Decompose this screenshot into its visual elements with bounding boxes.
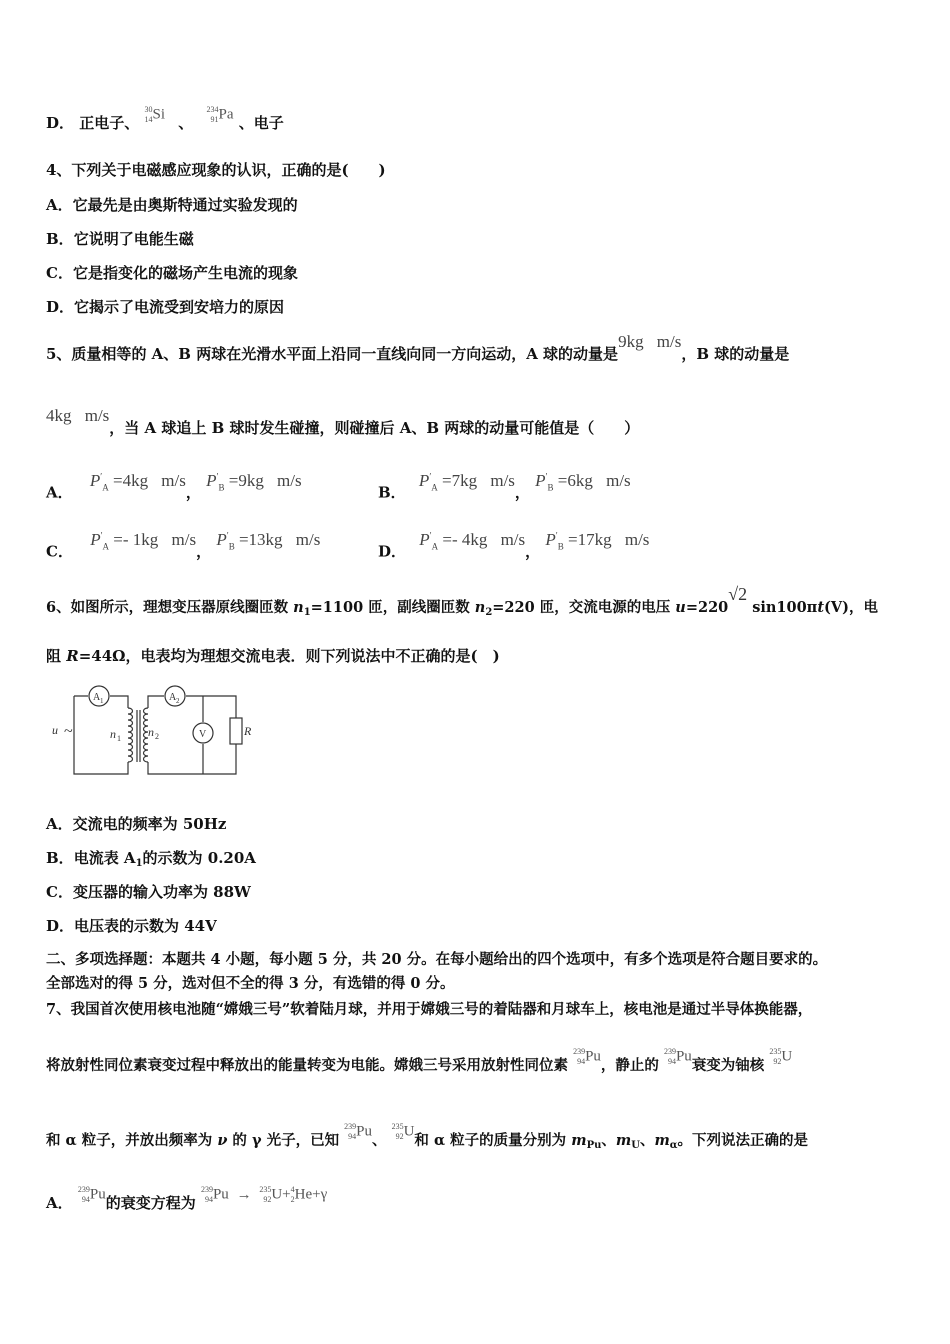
- q6-option-a[interactable]: A．交流电的频率为 50Hz: [46, 815, 227, 833]
- svg-text:1: 1: [117, 734, 121, 743]
- pa-value: 9kg⃞m/s: [618, 332, 682, 351]
- option-label: D．: [46, 114, 75, 132]
- source-u-label: u: [52, 723, 58, 737]
- isotope-u: 235 92 U: [769, 1046, 793, 1066]
- q4-stem: 4、下列关于电磁感应现象的认识，正确的是( ): [46, 161, 386, 179]
- primary-coil: [128, 708, 133, 762]
- transformer-circuit-diagram: [48, 682, 258, 782]
- decay-equation: 239 94 Pu → 235 92 U+ 4 2 He+γ: [200, 1184, 328, 1204]
- r-label: R: [244, 724, 252, 738]
- isotope-u: 235 92 U: [391, 1121, 415, 1141]
- q4-option-a[interactable]: A．它最先是由奥斯特通过实验发现的: [46, 196, 298, 214]
- svg-text:V: V: [199, 729, 207, 740]
- q3-option-d: [46, 104, 284, 135]
- svg-text:A: A: [93, 692, 101, 703]
- q5-option-b[interactable]: B． $P'_A$ =7kg⃞m/s， $P'_B$ =6kg⃞m/s: [378, 470, 631, 502]
- separator: 、: [178, 114, 194, 132]
- q5-stem-line2: 4kg⃞m/s，当 A 球追上 B 球时发生碰撞，则碰撞后 A、B 两球的动量可能值是（ ）: [46, 406, 640, 437]
- q4-option-b[interactable]: B．它说明了电能生磁: [46, 230, 194, 248]
- isotope-pu: 239 94 Pu: [663, 1046, 692, 1066]
- option-text: 、电子: [238, 114, 284, 132]
- svg-text:2: 2: [176, 697, 180, 705]
- option-text: 正电子、: [79, 114, 140, 132]
- secondary-wire: [148, 696, 236, 774]
- q5-option-d[interactable]: D． $P'_A$ =- 4kg⃞m/s， $P'_B$ =17kg⃞m/s: [378, 529, 650, 561]
- svg-text:2: 2: [155, 732, 159, 741]
- source-tilde: ~: [64, 723, 73, 740]
- isotope-pu: 239 94 Pu: [344, 1121, 372, 1141]
- q5-option-a[interactable]: A． $P'_A$ =4kg⃞m/s， $P'_B$ =9kg⃞m/s: [46, 470, 302, 502]
- q5-option-c[interactable]: C． $P'_A$ =- 1kg⃞m/s， $P'_B$ =13kg⃞m/s: [46, 529, 321, 561]
- section2-line1: 二、多项选择题：本题共 4 小题，每小题 5 分，共 20 分。在每小题给出的四个选项中，有多个选项是符合题目要求的。: [46, 951, 828, 968]
- q7-line2: 将放射性同位素衰变过程中释放出的能量转变为电能。嫦娥三号采用放射性同位素 239 94 Pu，静止的 239 94 Pu衰变为铀核 235 92 U: [46, 1046, 793, 1074]
- isotope-pu: 239 94 Pu: [573, 1046, 601, 1066]
- svg-text:1: 1: [100, 697, 104, 705]
- resistor: [230, 718, 242, 744]
- transformer-core: [137, 710, 140, 762]
- section2-line2: 全部选对的得 5 分，选对但不全的得 3 分，有选错的得 0 分。: [46, 975, 455, 992]
- q7-line3: 和 α 粒子，并放出频率为 ν 的 γ 光子，已知 239 94 Pu、 235 92 U和 α 粒子的质量分别为 $m_{Pu}$、$m_U$、$m_\alpha$。下列说法正确的是: [46, 1121, 808, 1151]
- pb-value: 4kg⃞m/s: [46, 406, 110, 425]
- q6-stem-line2: 阻 R=44Ω，电表均为理想交流电表．则下列说法中不正确的是( ): [46, 647, 500, 665]
- q4-option-c[interactable]: C．它是指变化的磁场产生电流的现象: [46, 264, 298, 282]
- q6-stem-line1: 6、如图所示，理想变压器原线圈匝数 $n_1=1100$ 匝，副线圈匝数 $n_2=220$ 匝，交流电源的电压 u=220√2 sin100πt(V)，电: [46, 584, 878, 618]
- sqrt-two: √2: [728, 584, 748, 604]
- q5-stem-line1: 5、质量相等的 A、B 两球在光滑水平面上沿同一直线向同一方向运动，A 球的动量是9kg⃞m/s，B 球的动量是: [46, 332, 790, 363]
- isotope-pa: 234 91 Pa: [206, 104, 234, 124]
- q7-line1: 7、我国首次使用核电池随“嫦娥三号”软着陆月球，并用于嫦娥三号的着陆器和月球车上，核电池是通过半导体换能器，: [46, 1001, 813, 1018]
- n2-label: n: [148, 725, 154, 739]
- svg-text:A: A: [169, 692, 177, 703]
- q6-option-b[interactable]: B．电流表 $A_1$的示数为 0.20A: [46, 849, 256, 869]
- q6-option-c[interactable]: C．变压器的输入功率为 88W: [46, 883, 251, 901]
- isotope-si: 30 14 Si: [144, 104, 166, 124]
- q4-option-d[interactable]: D．它揭示了电流受到安培力的原因: [46, 298, 285, 316]
- isotope-pu: 239 94 Pu: [77, 1184, 106, 1204]
- q7-option-a[interactable]: A． 239 94 Pu的衰变方程为 239 94 Pu → 235 92 U+ 4 2 He+γ: [46, 1184, 328, 1212]
- q6-option-d[interactable]: D．电压表的示数为 44V: [46, 917, 217, 935]
- n1-label: n: [110, 727, 116, 741]
